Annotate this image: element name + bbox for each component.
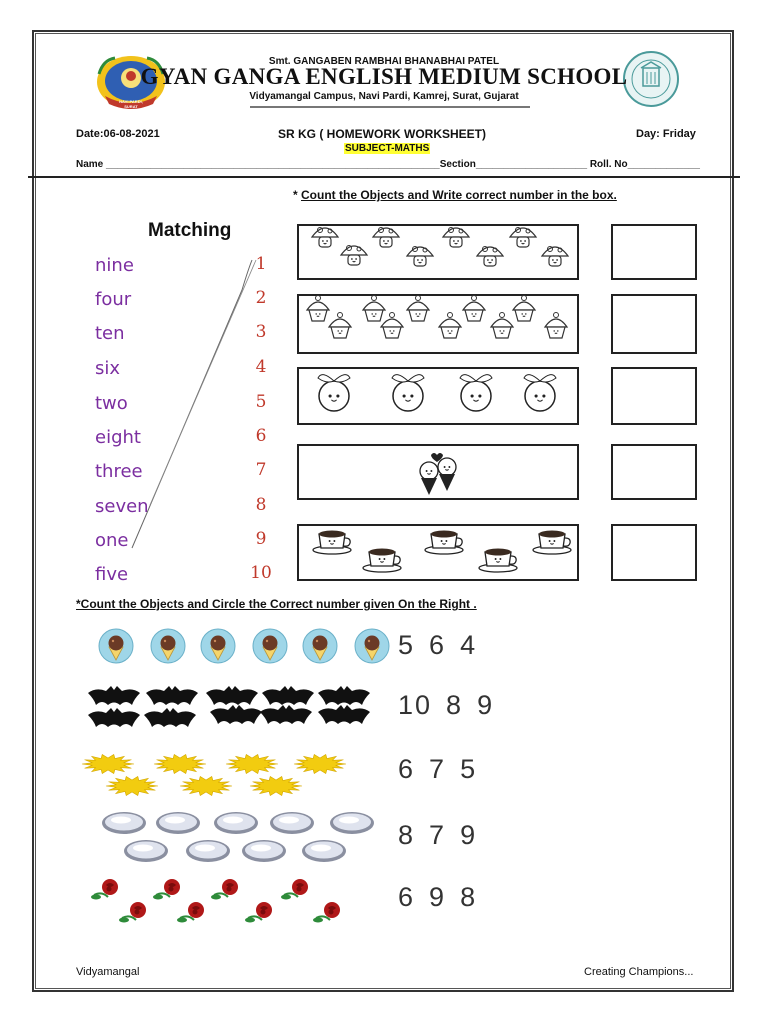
matching-number: 1: [255, 254, 267, 274]
school-address: Vidyamangal Campus, Navi Pardi, Kamrej, Surat, Gujarat: [249, 91, 519, 102]
matching-number: 10: [250, 563, 272, 583]
footer-left: Vidyamangal: [76, 966, 140, 978]
matching-word: four: [95, 289, 132, 310]
worksheet-title: SR KG ( HOMEWORK WORKSHEET): [278, 127, 486, 141]
number-choice[interactable]: 8: [398, 820, 416, 850]
section1-text: Count the Objects and Write correct number in the box.: [301, 188, 617, 202]
number-choice[interactable]: 9: [460, 820, 478, 850]
worksheet-day: Day: Friday: [636, 128, 696, 140]
matching-word: two: [95, 393, 128, 414]
number-choices: [398, 630, 491, 661]
name-section-rollno-line: Name ____________________________________________________________Section____________________ Roll. No_____________: [76, 159, 700, 170]
number-choice[interactable]: 6: [398, 754, 416, 784]
matching-lines: [120, 250, 280, 560]
trust-name: Smt. GANGABEN RAMBHAI BHANABHAI PATEL: [268, 56, 500, 67]
matching-number: 4: [255, 357, 267, 377]
matching-word: six: [95, 358, 121, 379]
answer-box[interactable]: [611, 524, 697, 581]
matching-word: five: [95, 564, 129, 585]
matching-word: seven: [95, 496, 149, 517]
match-line-seven: [150, 260, 256, 505]
objects-box: [297, 444, 579, 500]
number-choices: [398, 754, 491, 785]
number-choice[interactable]: 6: [429, 630, 447, 660]
matching-word: three: [95, 461, 143, 482]
header-separator: [28, 176, 740, 178]
matching-number: 8: [255, 495, 267, 515]
number-choices: [398, 882, 491, 913]
number-choice[interactable]: 9: [477, 690, 495, 720]
matching-number: 6: [255, 426, 267, 446]
answer-box[interactable]: [611, 224, 697, 280]
objects-box: [297, 224, 579, 280]
matching-word: one: [95, 530, 129, 551]
objects-box: [297, 294, 579, 354]
number-choice[interactable]: 4: [460, 630, 478, 660]
number-choice[interactable]: 9: [429, 882, 447, 912]
number-choice[interactable]: 7: [429, 754, 447, 784]
section1-instruction: [293, 188, 617, 202]
worksheet-date: Date:06-08-2021: [76, 128, 160, 140]
number-choice[interactable]: 5: [460, 754, 478, 784]
number-choices: [398, 690, 508, 721]
matching-word: ten: [95, 323, 125, 344]
header-rule: [250, 106, 530, 108]
school-name: GYAN GANGA ENGLISH MEDIUM SCHOOL: [140, 64, 628, 89]
matching-word: eight: [95, 427, 141, 448]
section2-instruction: *Count the Objects and Circle the Correct number given On the Right .: [76, 597, 477, 611]
subject-label: SUBJECT-MATHS: [345, 143, 430, 154]
footer-right: Creating Champions...: [584, 966, 694, 978]
matching-number: 2: [255, 288, 267, 308]
number-choices: [398, 820, 491, 851]
matching-number: 3: [255, 322, 267, 342]
objects-box: [297, 524, 579, 581]
answer-box[interactable]: [611, 444, 697, 500]
answer-box[interactable]: [611, 367, 697, 425]
number-choice[interactable]: 6: [398, 882, 416, 912]
number-choice[interactable]: 7: [429, 820, 447, 850]
matching-number: 5: [255, 392, 267, 412]
matching-title: Matching: [148, 220, 232, 241]
number-choice[interactable]: 5: [398, 630, 416, 660]
objects-box: [297, 367, 579, 425]
matching-number: 7: [255, 460, 267, 480]
section1-star: *: [293, 188, 298, 202]
matching-number: 9: [255, 529, 267, 549]
number-choice[interactable]: 8: [446, 690, 464, 720]
matching-word: nine: [95, 255, 134, 276]
logo-left-text: NAVI PARDI, SURAT: [119, 99, 143, 109]
number-choice[interactable]: 8: [460, 882, 478, 912]
number-choice[interactable]: 10: [398, 690, 433, 720]
answer-box[interactable]: [611, 294, 697, 354]
